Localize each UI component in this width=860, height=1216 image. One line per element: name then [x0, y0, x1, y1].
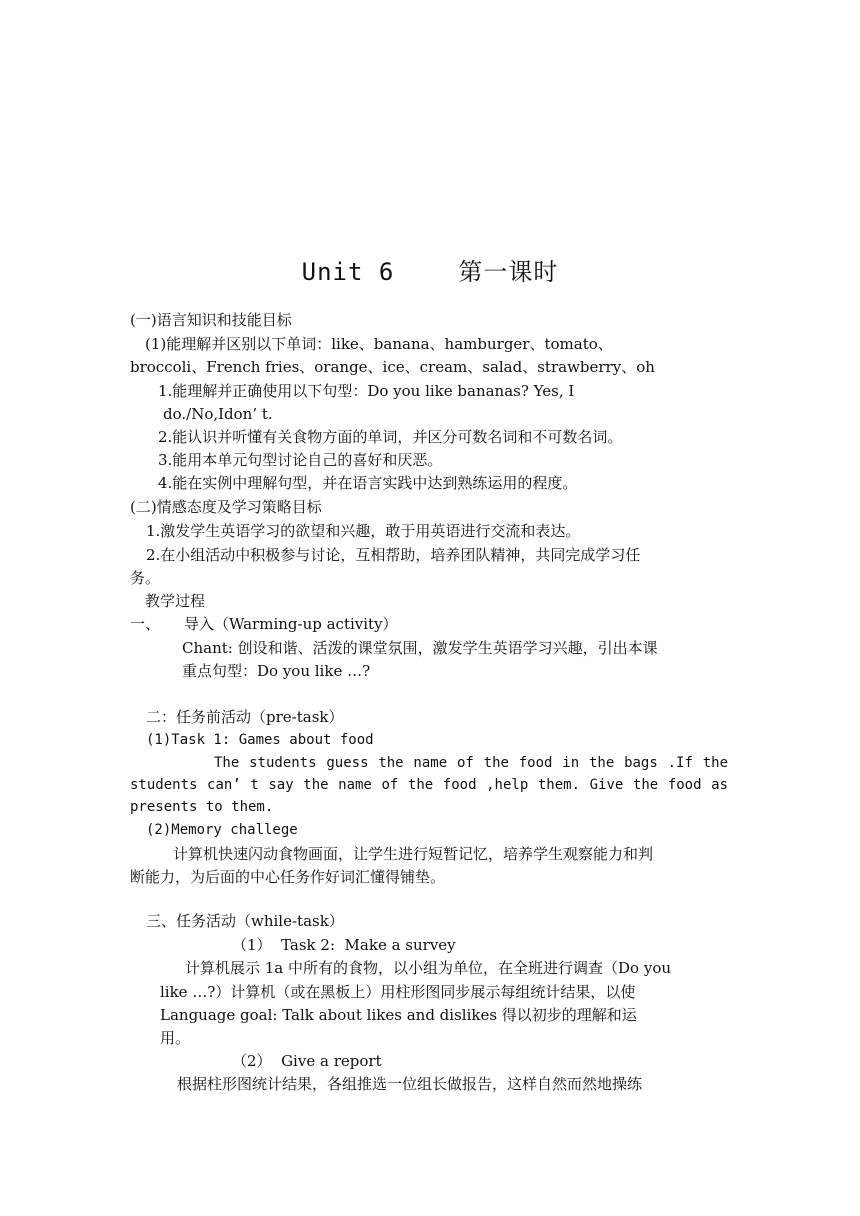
text-line: 1.激发学生英语学习的欲望和兴趣，敢于用英语进行交流和表达。 [146, 522, 581, 540]
text-line: 根据柱形图统计结果，各组推选一位组长做报告，这样自然而然地操练 [177, 1075, 643, 1093]
text-line: The students guess the name of the food in the bags .If the [214, 755, 728, 771]
text-line: 务。 [130, 569, 161, 587]
section-heading-2: (二)情感态度及学习策略目标 [130, 498, 322, 516]
text-line: students can’ t say the name of the food ,help them. Give the food as [130, 777, 728, 793]
step-heading: 导入（Warming-up activity） [184, 615, 398, 633]
lesson-label: 第一课时 [458, 258, 559, 286]
step-heading: 二：任务前活动（pre-task） [146, 708, 344, 726]
text-line: presents to them. [130, 799, 274, 815]
text-line: （2） Give a report [232, 1052, 382, 1070]
text-line: 2.能认识并听懂有关食物方面的单词，并区分可数名词和不可数名词。 [158, 428, 623, 446]
text-line: like …?）计算机（或在黑板上）用柱形图同步展示每组统计结果，以使 [160, 983, 636, 1001]
text-line: (1)能理解并区别以下单词：like、banana、hamburger、tomato、 [145, 335, 613, 353]
text-line: broccoli、French fries、orange、ice、cream、salad、strawberry、oh [130, 358, 655, 376]
text-line: 计算机快速闪动食物画面，让学生进行短暂记忆，培养学生观察能力和判 [173, 845, 654, 863]
text-line: 断能力，为后面的中心任务作好词汇懂得铺垫。 [130, 868, 446, 886]
text-line: 计算机展示 1a 中所有的食物，以小组为单位，在全班进行调查（Do you [185, 959, 672, 977]
text-line: 重点句型：Do you like …? [182, 662, 371, 680]
text-line: （1） Task 2: Make a survey [232, 936, 456, 954]
step-number: 一、 [130, 615, 161, 633]
text-line: (2)Memory challege [146, 822, 298, 838]
section-heading-1: (一)语言知识和技能目标 [130, 311, 292, 329]
section-heading-3: 教学过程 [145, 592, 206, 610]
text-line: 用。 [160, 1029, 191, 1047]
text-line: 4.能在实例中理解句型，并在语言实践中达到熟练运用的程度。 [158, 474, 578, 492]
unit-label: Unit 6 [301, 258, 395, 286]
text-line: do./No,Idon’ t. [163, 405, 273, 423]
text-line: 1.能理解并正确使用以下句型：Do you like bananas? Yes, I [158, 382, 575, 400]
page-title [0, 252, 860, 287]
text-line: Language goal: Talk about likes and dislikes 得以初步的理解和运 [160, 1006, 637, 1024]
text-line: 2.在小组活动中积极参与讨论，互相帮助，培养团队精神，共同完成学习任 [146, 546, 641, 564]
text-line: 3.能用本单元句型讨论自己的喜好和厌恶。 [158, 451, 443, 469]
text-line: Chant: 创设和谐、活泼的课堂氛围，激发学生英语学习兴趣，引出本课 [182, 639, 658, 657]
text-line: (1)Task 1: Games about food [146, 732, 374, 748]
step-heading: 三、任务活动（while-task） [146, 912, 344, 930]
